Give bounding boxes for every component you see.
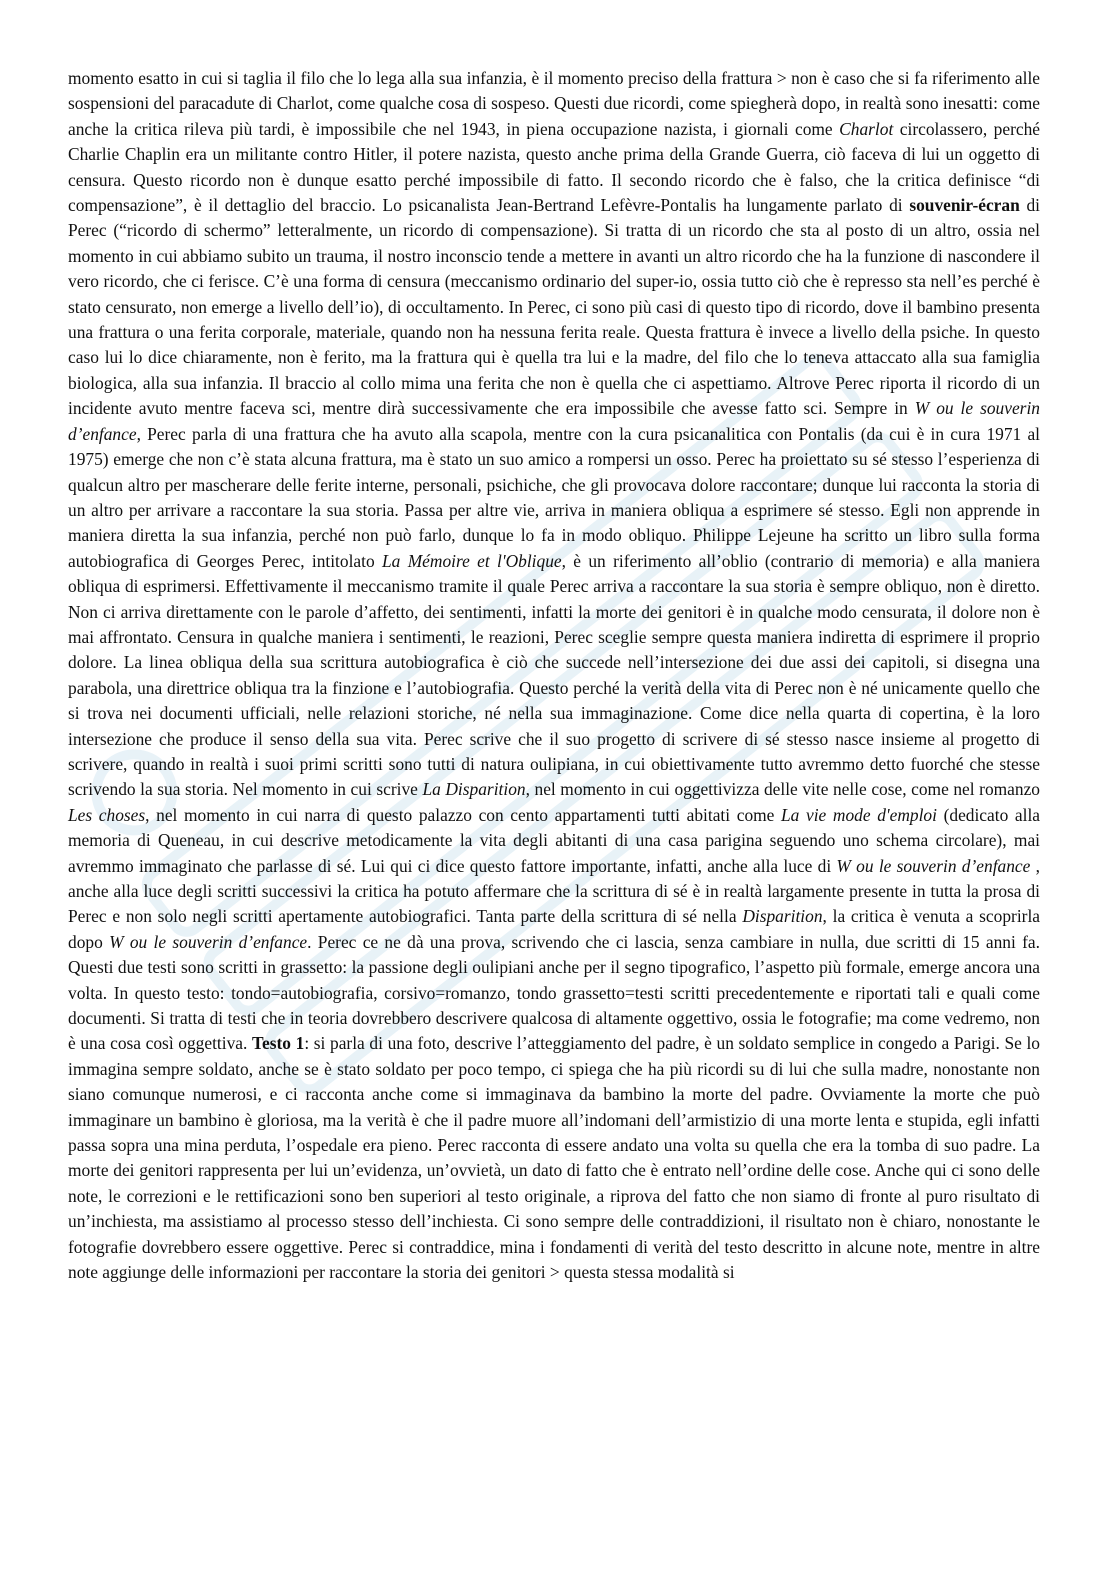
text-run: di Perec (“ricordo di schermo” letteralmente, un ricordo di compensazione). Si tratta di un ricordo che sta al posto di un altro, ossia nel momento in cui abbiamo subito un trauma, il nostro inconscio tende a mettere in avanti un altro ricordo che ha la funzione di nascondere il vero ricordo, che ci ferisce. C’è una forma di censura (meccanismo ordinario del super-io, ossia tutto ciò che è represso sta nell’es perché è stato censurato, non emerge a livello dell’io), di occultamento. In Perec, ci sono più casi di questo tipo di ricordo, dove il bambino presenta una frattura o una ferita corporale, materiale, quando non ha nessuna ferita reale. Questa frattura è invece a livello della psiche. In questo caso lui lo dice chiaramente, non è ferito, ma la frattura qui è quella tra lui e la madre, del filo che lo teneva attaccato alla sua famiglia biologica, alla sua infanzia. Il braccio al collo mima una ferita che non è quella che ci aspettiamo. Altrove Perec riporta il ricordo di un incidente avuto mentre faceva sci, mentre dirà successivamente che era impossibile che avesse fatto sci. Sempre in [68, 195, 1040, 419]
italic-title-w: W ou le souverin d’enfance [836, 855, 1031, 876]
body-paragraph [68, 66, 1040, 1286]
italic-title-w: W ou le souverin d’enfance [109, 931, 308, 952]
text-run: (dedicato alla memoria di Queneau, in cui descrive metodicamente la vita degli abitanti di una casa parigina seguendo uno schema circolare), mai avremmo immaginato che parlasse di sé. Lui qui ci dice questo fattore importante, infatti, anche alla luce di [68, 804, 1040, 876]
text-run: , è un riferimento all’oblio (contrario di memoria) e alla maniera obliqua di esprimersi. Effettivamente il meccanismo tramite il quale Perec arriva a raccontare la sua storia è sempre obliquo, non è diretto. Non ci arriva direttamente con le parole d’affetto, dei sentimenti, infatti la morte dei genitori è in qualche modo censurata, il dolore non è mai affrontato. Censura in qualche maniera i sentimenti, le reazioni, Perec sceglie sempre questa maniera indiretta di esprimere il proprio dolore. La linea obliqua della sua scrittura autobiografica è ciò che succede nell’intersezione dei due assi dei capitoli, si disegna una parabola, una direttrice obliqua tra la finzione e l’autobiografia. Questo perché la verità della vita di Perec non è né unicamente quello che si trova nei documenti ufficiali, nelle relazioni storiche, né nella sua immaginazione. Come dice nella quarta di copertina, è la loro intersezione che produce il senso della sua vita. Perec scrive che il suo progetto di scrivere di sé stesso nasce insieme al progetto di scrivere, quando in realtà i suoi primi scritti sono tutti di natura oulipiana, in cui obiettivamente tutto avremmo detto fuorché che stesse scrivendo la sua storia. Nel momento in cui scrive [68, 550, 1041, 800]
text-run: , la critica è venuta a scoprirla dopo [68, 906, 1040, 952]
italic-title-la-vie: La vie mode d'emploi [781, 804, 937, 825]
text-run: , nel momento in cui oggettivizza delle vite nelle cose, come nel romanzo [525, 779, 1040, 800]
text-run: : si parla di una foto, descrive l’atteggiamento del padre, è un soldato semplice in congedo a Parigi. Se lo immagina sempre soldato, anche se è stato soldato per poco tempo, ci spiega che ha più ricordi su di lui che sulla madre, nonostante non siano comunque numerosi, e ci racconta anche come si immaginava da bambino la morte del padre. Ovviamente la morte che può immaginare un bambino è gloriosa, ma la verità è che il padre muore all’indomani dell’armistizio di una morte lenta e stupida, egli infatti passa sopra una mina perduta, l’ospedale era pieno. Perec racconta di essere andato una volta su quella che era la tomba di suo padre. La morte dei genitori rappresenta per lui un’evidenza, un’ovvietà, un dato di fatto che è entrato nell’ordine delle cose. Anche qui ci sono delle note, le correzioni e le rettificazioni sono ben superiori al testo originale, a riprova del fatto che non siamo di fronte al puro risultato di un’inchiesta, ma assistiamo al processo stesso dell’inchiesta. Ci sono sempre delle contraddizioni, il risultato non è chiaro, nonostante le fotografie dovrebbero essere oggettive. Perec si contraddice, mina i fondamenti di verità del testo descritto in alcune note, mentre in altre note aggiunge delle informazioni per raccontare la storia dei genitori > questa stessa modalità si [68, 1033, 1040, 1283]
text-run: , anche alla luce degli scritti successivi la critica ha potuto affermare che la scrittura di sé è in realtà largamente presente in tutta la prosa di Perec e non solo negli scritti apertamente autobiografici. Tanta parte della scrittura di sé nella [68, 855, 1040, 927]
italic-title-charlot: Charlot [839, 118, 894, 139]
italic-title-les-choses: Les choses [68, 804, 146, 825]
text-run: . Perec ce ne dà una prova, scrivendo che ci lascia, senza cambiare in nulla, due scritti di 15 anni fa. Questi due testi sono scritti in grassetto: la passione degli oulipiani anche per il segno tipografico, l’aspetto più formale, emerge ancora una volta. In questo testo: tondo=autobiografia, corsivo=romanzo, tondo grassetto=testi scritti precedentemente e riportati tali e quali come documenti. Si tratta di testi che in teoria dovrebbero descrivere qualcosa di altamente oggettivo, ossia le fotografie; ma come vedremo, non è una cosa così oggettiva. [68, 931, 1040, 1054]
italic-title-disparition: Disparition [742, 906, 823, 927]
text-run: circolassero, perché Charlie Chaplin era un militante contro Hitler, il potere nazista, questo anche prima della Grande Guerra, ciò faceva di lui un oggetto di censura. Questo ricordo non è dunque esatto perché impossibile di fatto. Il secondo ricordo che è falso, che la critica definisce “di compensazione”, è il dettaglio del braccio. Lo psicanalista Jean-Bertrand Lefèvre-Pontalis ha lungamente parlato di [68, 118, 1040, 216]
bold-term-souvenir-ecran: souvenir-écran [909, 195, 1020, 216]
italic-title-w: W ou le souverin d’enfance [68, 398, 1040, 444]
bold-label-testo-1: Testo 1 [252, 1033, 305, 1054]
text-run: momento esatto in cui si taglia il filo che lo lega alla sua infanzia, è il momento preciso della frattura > non è caso che si fa riferimento alle sospensioni del paracadute di Charlot, come qualche cosa di sospeso. Questi due ricordi, come spiegherà dopo, in realtà sono inesatti: come anche la critica rileva più tardi, è impossibile che nel 1943, in piena occupazione nazista, i giornali come [68, 68, 1040, 139]
italic-title-memoire: La Mémoire et l'Oblique [382, 550, 562, 571]
italic-title-disparition: La Disparition [422, 779, 526, 800]
text-run: , Perec parla di una frattura che ha avuto alla scapola, mentre con la cura psicanalitica con Pontalis (da cui è in cura 1971 al 1975) emerge che non c’è stata alcuna frattura, ma è stato un suo amico a rompersi un osso. Perec ha proiettato su sé stesso l’esperienza di qualcun altro per mascherare delle ferite interne, personali, psichiche, che gli provocava dolore raccontare; dunque lui racconta la storia di un altro per arrivare a raccontare la sua storia. Passa per altre vie, arriva in maniera obliqua a esprimere sé stesso. Egli non apprende in maniera diretta la sua infanzia, perché non può farlo, dunque lo fa in modo obliquo. Philippe Lejeune ha scritto un libro sulla forma autobiografica di Georges Perec, intitolato [68, 423, 1040, 571]
text-run: , nel momento in cui narra di questo palazzo con cento appartamenti tutti abitati come [145, 804, 782, 825]
